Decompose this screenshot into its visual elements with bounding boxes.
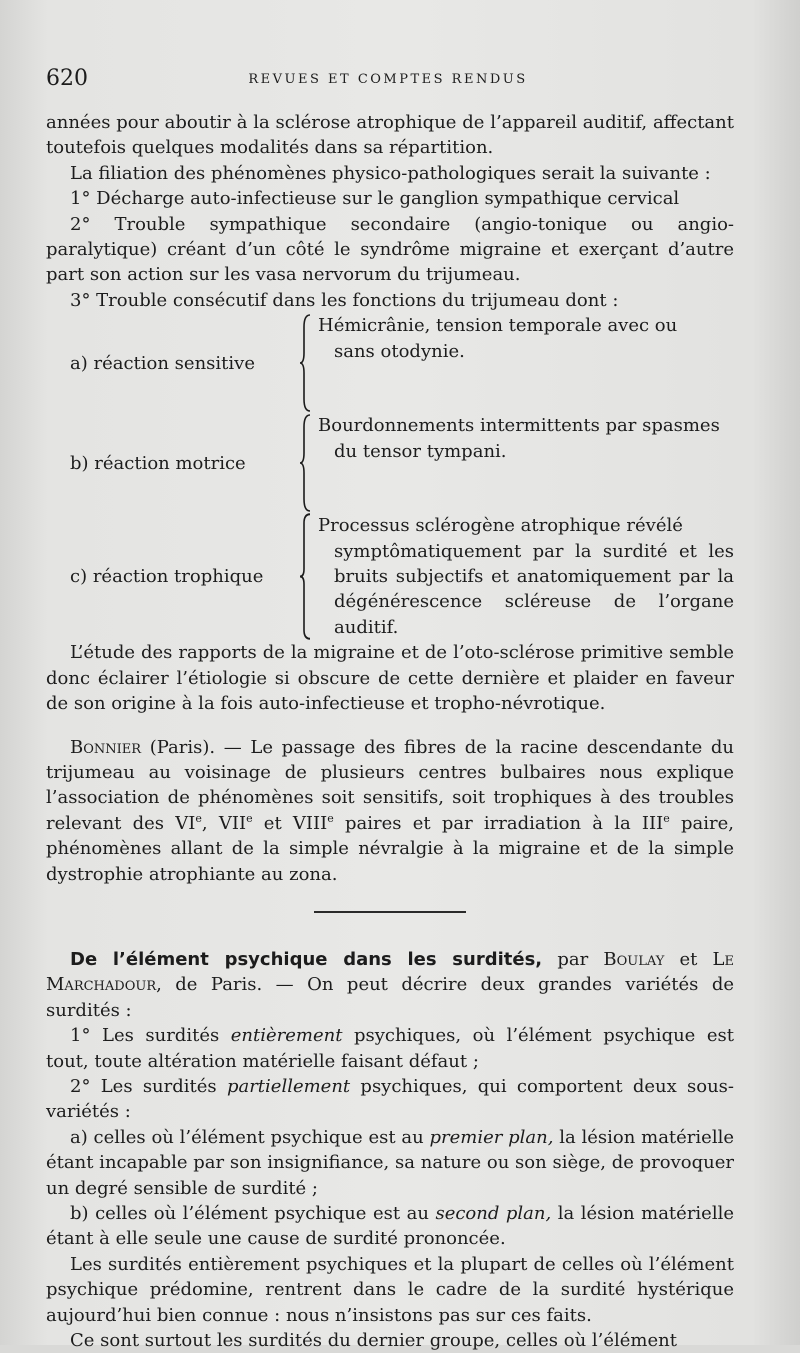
reaction-label: b) réaction motrice	[70, 452, 246, 474]
reaction-description	[318, 313, 734, 413]
brace-icon	[294, 413, 318, 513]
reaction-description-line: Hémicrânie, tension temporale avec ou	[318, 315, 678, 337]
paragraph-text: et	[664, 948, 713, 970]
article-intro	[46, 947, 734, 1023]
paragraph-text: paires et par irradiation à la III	[333, 812, 664, 834]
reaction-description-line: Processus sclérogène atrophique révélé	[318, 515, 683, 537]
paragraph-text: 1° Les surdités	[70, 1025, 231, 1047]
author-name: Bonnier	[70, 736, 142, 758]
list-item	[46, 1023, 734, 1074]
paragraph-text: par	[542, 948, 604, 970]
paragraph: Les surdités entièrement psychiques et la plupart de celles où l’élément psychique prédomine, rentrent dans le cadre de la surdité hystérique aujourd’hui bien connue : nous n’insistons pas sur ces faits.	[46, 1253, 734, 1326]
paragraph-text: , de Paris. — On peut décrire deux grandes variétés de surdités :	[46, 974, 734, 1021]
paragraph-text: la lésion matérielle étant à elle seule une cause de surdité prononcée.	[46, 1203, 734, 1250]
author-name: Le Marchadour	[46, 948, 734, 996]
paragraph-text: , VII	[201, 812, 247, 834]
reaction-description-line: Bourdonnements intermittents par spasmes	[318, 415, 720, 437]
paragraph: années pour aboutir à la sclérose atrophique de l’appareil auditif, affectant toutefois quelques modalités dans sa répartition.	[46, 112, 734, 159]
emphasis: second plan,	[435, 1203, 552, 1224]
reaction-description-continued: du tensor tympani.	[334, 440, 507, 462]
reaction-label: a) réaction sensitive	[70, 352, 255, 374]
running-head: REVUES ET COMPTES RENDUS	[248, 72, 528, 87]
list-item: 3° Trouble consécutif dans les fonctions du trijumeau dont :	[70, 289, 619, 311]
list-item	[46, 1074, 734, 1125]
superscript: e	[195, 811, 202, 825]
paragraph-text: et VIII	[252, 812, 328, 834]
article-title: De l’élément psychique dans les surdités,	[70, 948, 543, 970]
paragraph-bonnier	[46, 735, 734, 887]
paragraph-text: psychiques, où l’élément psychique est tout, toute altération matérielle faisant défaut ;	[46, 1025, 734, 1072]
paragraph: Ce sont surtout les surdités du dernier groupe, celles où l’élément	[70, 1330, 677, 1352]
paragraph-text: paire, phénomènes allant de la simple névralgie à la migraine et de la simple dystrophie atrophiante au zona.	[46, 812, 734, 885]
page-header	[46, 66, 730, 92]
superscript: e	[663, 811, 670, 825]
reaction-table	[46, 313, 734, 640]
paragraph-text: b) celles où l’élément psychique est au	[70, 1203, 436, 1224]
paragraph-text: la lésion matérielle étant incapable par son insignifiance, sa nature ou son siège, de provoquer un degré sensible de surdité ;	[46, 1126, 734, 1199]
list-item	[46, 1201, 734, 1252]
paragraph-text: (Paris). — Le passage des fibres de la racine descendante du trijumeau au voisinage de plusieurs centres bulbaires nous explique l’association de phénomènes soit sensitifs, soit trophiques à des troubles relevant des VI	[46, 736, 734, 834]
reaction-description-continued: symptômatiquement par la surdité et les bruits subjectifs et anatomiquement par la dégénérescence scléreuse de l’organe auditif.	[334, 540, 734, 638]
body-text	[46, 110, 734, 1353]
emphasis: entièrement	[230, 1025, 343, 1047]
emphasis: partiellement	[226, 1075, 351, 1097]
list-item: 2° Trouble sympathique secondaire (angio-tonique ou angio-paralytique) créant d’un côté le syndrôme migraine et exerçant d’autre part son action sur les vasa nervorum du trijumeau.	[46, 213, 734, 286]
reaction-description	[318, 513, 734, 640]
brace-icon	[294, 513, 318, 640]
spacer	[46, 717, 734, 735]
paragraph: L’étude des rapports de la migraine et de l’oto-sclérose primitive semble donc éclairer l’étiologie si obscure de cette dernière et plaider en faveur de son origine à la fois auto-infectieuse et tropho-névrotique.	[46, 642, 734, 715]
list-item	[46, 1125, 734, 1201]
superscript: e	[246, 811, 253, 825]
brace-icon	[294, 313, 318, 413]
reaction-description-continued: sans otodynie.	[334, 340, 465, 362]
author-name: Boulay	[603, 948, 665, 970]
paragraph-text: a) celles où l’élément psychique est au	[70, 1126, 430, 1148]
emphasis: premier plan,	[429, 1126, 554, 1148]
section-divider	[314, 911, 466, 913]
page-number: 620	[46, 66, 88, 91]
paragraph-text: 2° Les surdités	[70, 1075, 227, 1097]
paragraph-text: psychiques, qui comportent deux sous-variétés :	[46, 1075, 735, 1123]
reaction-description	[318, 413, 734, 513]
paragraph: La filiation des phénomènes physico-pathologiques serait la suivante :	[70, 162, 711, 184]
superscript: e	[327, 811, 334, 825]
list-item: 1° Décharge auto-infectieuse sur le ganglion sympathique cervical	[70, 188, 680, 210]
reaction-label: c) réaction trophique	[70, 566, 264, 588]
